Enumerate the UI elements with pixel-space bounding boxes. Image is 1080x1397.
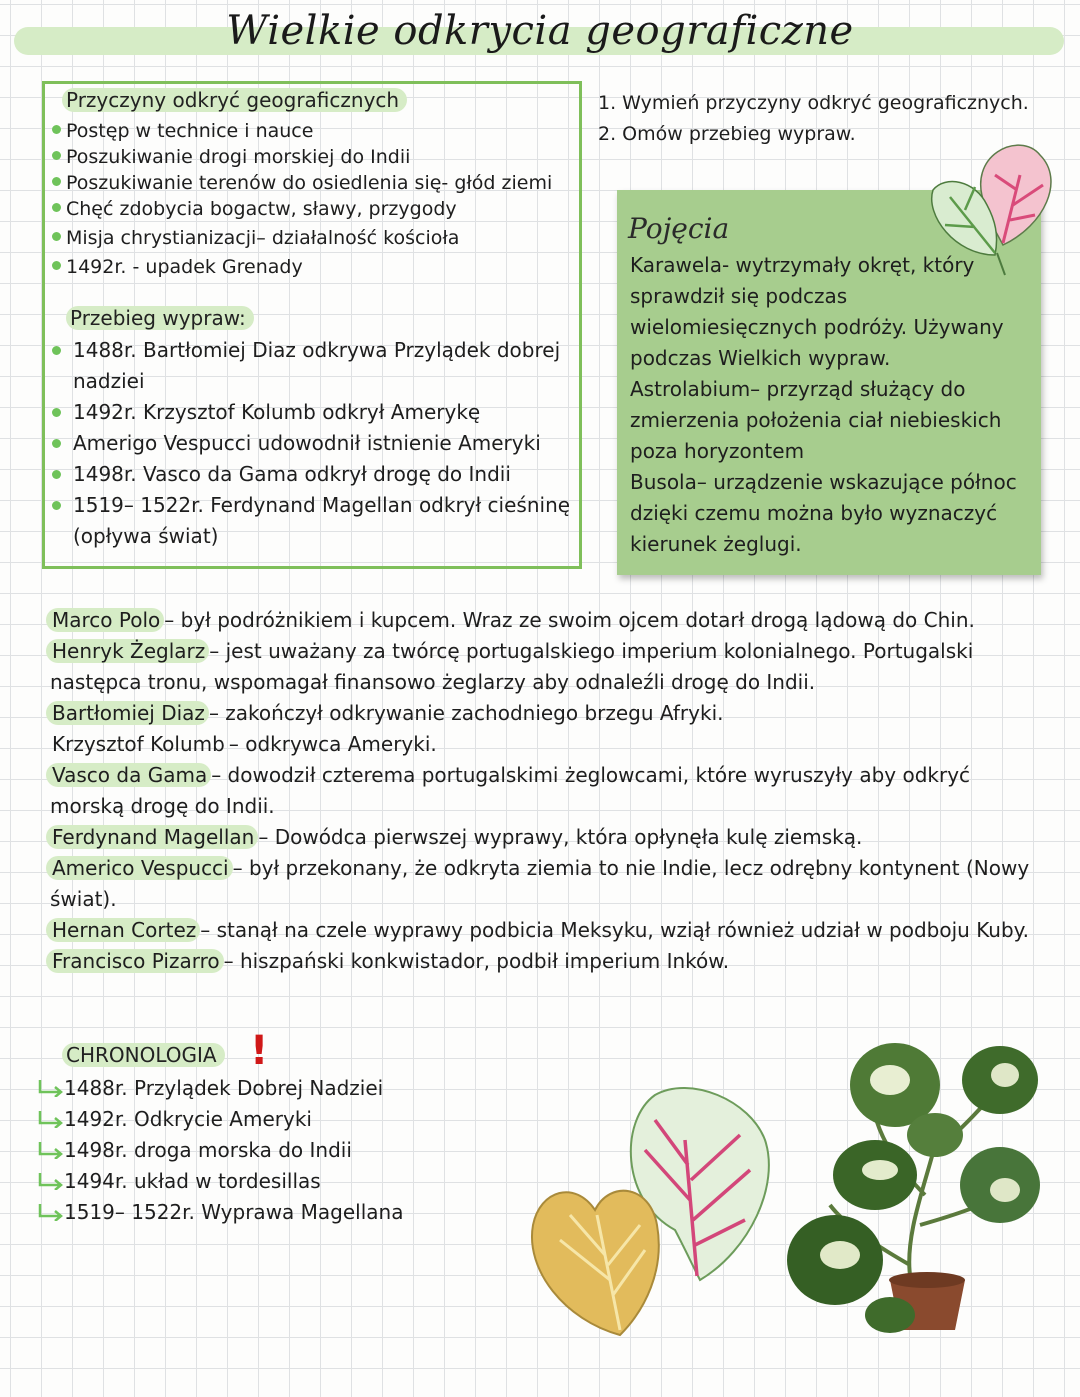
person-entry: Marco Polo – był podróżnikiem i kupcem. Wraz ze swoim ojcem dotarł drogą lądową do Chin. — [50, 605, 1040, 636]
person-name: Bartłomiej Diaz — [46, 701, 209, 725]
bullet-icon — [52, 232, 61, 241]
chronology-item: 1519– 1522r. Wyprawa Magellana — [38, 1197, 403, 1228]
list-item: Postęp w technice i nauce — [48, 118, 552, 144]
person-name: Henryk Żeglarz — [46, 639, 209, 663]
bullet-icon — [52, 151, 61, 160]
bullet-icon — [52, 346, 61, 355]
bullet-icon — [52, 501, 61, 510]
list-item: Chęć zdobycia bogactw, sławy, przygody — [48, 196, 552, 222]
chronology-item: 1488r. Przylądek Dobrej Nadziei — [38, 1073, 403, 1104]
bullet-icon — [52, 261, 61, 270]
arrow-icon — [38, 1203, 64, 1221]
list-item: Amerigo Vespucci udowodnił istnienie Ameryki — [48, 428, 593, 459]
chronology-heading: CHRONOLOGIA — [62, 1043, 225, 1067]
list-item: 1519– 1522r. Ferdynand Magellan odkrył cieśninę (opływa świat) — [48, 490, 593, 552]
chronology-item: 1498r. droga morska do Indii — [38, 1135, 403, 1166]
person-name: Ferdynand Magellan — [46, 825, 258, 849]
expeditions-heading: Przebieg wypraw: — [66, 306, 254, 330]
causes-heading: Przyczyny odkryć geograficznych — [62, 88, 407, 112]
people-section — [50, 605, 1040, 977]
person-entry: Bartłomiej Diaz – zakończył odkrywanie zachodniego brzegu Afryki. — [50, 698, 1040, 729]
person-entry: Henryk Żeglarz – jest uważany za twórcę portugalskiego imperium kolonialnego. Portugalski następca tronu, wspomagał finansowo żeglarzy aby odnaleźli drogę do Indii. — [50, 636, 1040, 698]
person-name: Hernan Cortez — [46, 918, 200, 942]
person-name: Marco Polo — [46, 608, 164, 632]
expeditions-list — [48, 335, 593, 552]
causes-list — [48, 118, 552, 280]
chronology-item: 1494r. układ w tordesillas — [38, 1166, 403, 1197]
list-item: Poszukiwanie terenów do osiedlenia się- głód ziemi — [48, 170, 552, 196]
bullet-icon — [52, 439, 61, 448]
person-entry: Francisco Pizarro – hiszpański konkwistador, podbił imperium Inków. — [50, 946, 1040, 977]
list-item: Misja chrystianizacji– działalność kościoła — [48, 225, 552, 251]
monstera-plant-icon — [785, 1025, 1045, 1340]
page-title: Wielkie odkrycia geograficzne — [226, 8, 854, 54]
concept-item: Astrolabium– przyrząd służący do zmierzenia położenia ciał niebieskich poza horyzontem — [630, 377, 1002, 463]
question-item: 2. Omów przebieg wypraw. — [598, 123, 856, 145]
chronology-list — [38, 1073, 403, 1228]
person-entry: Americo Vespucci – był przekonany, że odkryta ziemia to nie Indie, lecz odrębny kontynent (Nowy świat). — [50, 853, 1040, 915]
bullet-icon — [52, 203, 61, 212]
arrow-icon — [38, 1172, 64, 1190]
concept-item: Busola– urządzenie wskazujące północ dzięki czemu można było wyznaczyć kierunek żeglugi. — [630, 470, 1017, 556]
person-name: Americo Vespucci — [46, 856, 233, 880]
bullet-icon — [52, 125, 61, 134]
list-item: 1488r. Bartłomiej Diaz odkrywa Przylądek dobrej nadziei — [48, 335, 593, 397]
person-entry: Krzysztof Kolumb – odkrywca Ameryki. — [50, 729, 1040, 760]
concepts-text — [630, 250, 1035, 560]
person-name: Francisco Pizarro — [46, 949, 224, 973]
list-item: 1498r. Vasco da Gama odkrył drogę do Indii — [48, 459, 593, 490]
list-item: 1492r. - upadek Grenady — [48, 254, 552, 280]
concept-item: Karawela- wytrzymały okręt, który sprawdził się podczas wielomiesięcznych podróży. Używany podczas Wielkich wypraw. — [630, 253, 1004, 370]
list-item: Poszukiwanie drogi morskiej do Indii — [48, 144, 552, 170]
exclamation-icon: ! — [250, 1028, 269, 1074]
concepts-heading: Pojęcia — [628, 212, 730, 245]
person-name: Krzysztof Kolumb — [52, 732, 225, 756]
caladium-leaf-yellow-icon — [525, 1170, 665, 1340]
arrow-icon — [38, 1079, 64, 1097]
arrow-icon — [38, 1110, 64, 1128]
list-item: 1492r. Krzysztof Kolumb odkrył Amerykę — [48, 397, 593, 428]
person-name: Vasco da Gama — [46, 763, 211, 787]
person-entry: Hernan Cortez – stanął na czele wyprawy podbicia Meksyku, wziął również udział w podboju Kuby. — [50, 915, 1040, 946]
person-entry: Vasco da Gama – dowodził czterema portugalskimi żeglowcami, które wyruszyły aby odkryć morską drogę do Indii. — [50, 760, 1040, 822]
bullet-icon — [52, 177, 61, 186]
bullet-icon — [52, 470, 61, 479]
bullet-icon — [52, 408, 61, 417]
person-entry: Ferdynand Magellan – Dowódca pierwszej wyprawy, która opłynęła kulę ziemską. — [50, 822, 1040, 853]
arrow-icon — [38, 1141, 64, 1159]
question-item: 1. Wymień przyczyny odkryć geograficznych. — [598, 92, 1029, 114]
chronology-item: 1492r. Odkrycie Ameryki — [38, 1104, 403, 1135]
